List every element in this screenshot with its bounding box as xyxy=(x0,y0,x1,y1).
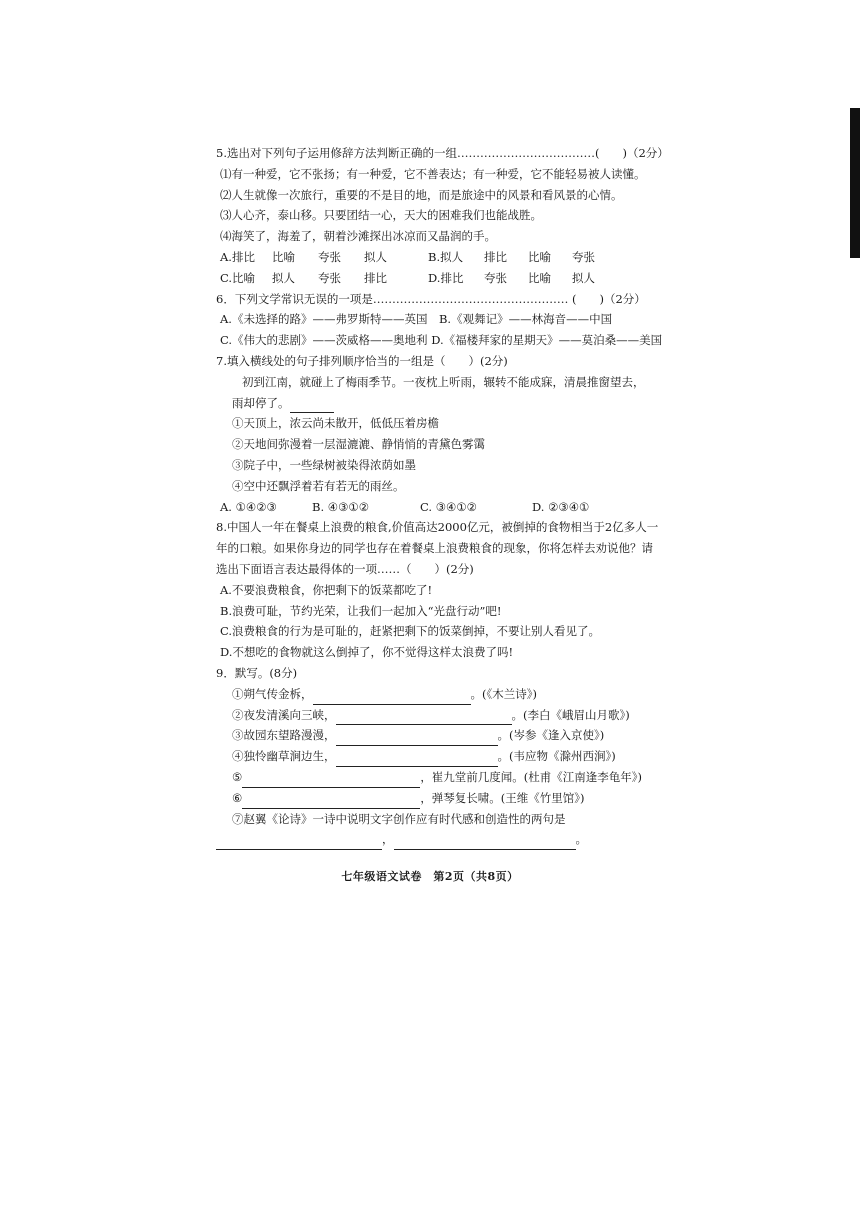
q7-sentence-3: ③院子中，一些绿树被染得浓荫如墨 xyxy=(232,457,416,472)
q9-blank-1[interactable] xyxy=(313,690,471,705)
q7-options xyxy=(216,497,696,518)
q9-blank-7a[interactable] xyxy=(216,835,382,850)
q9-item-source: 。(韦应物《滁州西涧》) xyxy=(497,749,616,764)
q9-blank-4[interactable] xyxy=(336,752,498,767)
q5-option-a-item: 比喻 xyxy=(272,249,295,264)
q9-blank-3[interactable] xyxy=(336,731,498,746)
q9-item-7-answer-line xyxy=(216,829,696,850)
q5-sentence-1: ⑴有一种爱，它不张扬；有一种爱，它不善表达；有一种爱，它不能轻易被人读懂。 xyxy=(220,166,646,181)
q7-answer-blank[interactable] xyxy=(290,398,334,413)
q7-sentence-1: ①天顶上，浓云尚未散开，低低压着房檐 xyxy=(232,416,439,431)
q6-stem: 6．下列文学常识无误的一项是…………………………………………… ( )（2分） xyxy=(216,291,646,306)
q5-option-c-item: 拟人 xyxy=(272,270,295,285)
q7-option-b[interactable]: B. ④③①② xyxy=(312,499,370,514)
q5-option-d-item: 拟人 xyxy=(572,270,595,285)
q8-stem-line-1: 8.中国人一年在餐桌上浪费的粮食,价值高达2000亿元，被倒掉的食物相当于2亿多人一 xyxy=(216,520,659,535)
q5-option-a[interactable]: A.排比 xyxy=(220,249,255,264)
q9-blank-7b[interactable] xyxy=(394,835,576,850)
q8-option-b[interactable]: B.浪费可耻，节约光荣，让我们一起加入“光盘行动”吧! xyxy=(220,603,502,618)
page-footer: 七年级语文试卷 第2页（共8页） xyxy=(341,870,519,883)
q7-sentence-2: ②天地间弥漫着一层湿漉漉、静悄悄的青黛色雾霭 xyxy=(232,437,485,452)
q9-item-text: ④独怜幽草涧边生， xyxy=(232,749,336,764)
q9-item-text: ③故园东望路漫漫， xyxy=(232,728,336,743)
q5-option-d-item: 夸张 xyxy=(484,270,507,285)
q7-passage-line-1: 初到江南，就碰上了梅雨季节。一夜枕上听雨，辗转不能成寐，清晨推窗望去， xyxy=(242,374,645,389)
q8-option-a[interactable]: A.不要浪费粮食，你把剩下的饭菜都吃了! xyxy=(220,582,433,597)
q6-options-ab[interactable]: A.《未选择的路》——弗罗斯特——英国 B.《观舞记》——林海音——中国 xyxy=(220,312,613,327)
q9-item-3 xyxy=(216,725,696,746)
q5-option-d[interactable]: D.排比 xyxy=(428,270,464,285)
q9-item-6 xyxy=(216,788,696,809)
q7-option-d[interactable]: D. ②③④① xyxy=(532,499,590,514)
q8-stem-line-3: 选出下面语言表达最得体的一项……（ ）(2分) xyxy=(216,561,474,576)
q5-sentence-2: ⑵人生就像一次旅行，重要的不是目的地，而是旅途中的风景和看风景的心情。 xyxy=(220,187,623,202)
q5-option-c-item: 排比 xyxy=(364,270,387,285)
q9-item-5 xyxy=(216,767,696,788)
q5-option-b-item: 排比 xyxy=(484,249,507,264)
q5-sentence-3: ⑶人心齐，泰山移。只要团结一心，天大的困难我们也能战胜。 xyxy=(220,208,542,223)
q9-stem: 9．默写。(8分) xyxy=(216,665,298,680)
q5-option-b-item: 夸张 xyxy=(572,249,595,264)
q9-item-source: 。(李白《峨眉山月歌》) xyxy=(511,707,630,722)
q5-option-b-item: 比喻 xyxy=(528,249,551,264)
q5-option-b[interactable]: B.拟人 xyxy=(428,249,464,264)
q9-item-7-period: 。 xyxy=(575,832,587,847)
q9-item-source: ，崔九堂前几度闻。(杜甫《江南逢李龟年》) xyxy=(420,769,643,784)
q9-item-text: ⑥ xyxy=(232,790,243,805)
q5-options-row-1 xyxy=(216,247,696,268)
scan-edge-shadow xyxy=(850,108,860,258)
q6-options-cd[interactable]: C.《伟大的悲剧》——茨威格——奥地利 D.《福楼拜家的星期天》——莫泊桑——美国 xyxy=(220,333,663,348)
q9-item-1 xyxy=(216,684,696,705)
q8-option-c[interactable]: C.浪费粮食的行为是可耻的，赶紧把剩下的饭菜倒掉，不要让别人看见了。 xyxy=(220,624,601,639)
exam-content xyxy=(216,143,696,850)
q5-options-row-2 xyxy=(216,268,696,289)
q8-option-d[interactable]: D.不想吃的食物就这么倒掉了，你不觉得这样太浪费了吗! xyxy=(220,645,514,660)
q5-option-c-item: 夸张 xyxy=(318,270,341,285)
q9-item-4 xyxy=(216,746,696,767)
q9-item-2 xyxy=(216,705,696,726)
q9-item-7-comma: ， xyxy=(382,832,394,847)
q9-item-text: ①朔气传金柝， xyxy=(232,686,313,701)
q7-sentence-4: ④空中还飘浮着若有若无的雨丝。 xyxy=(232,478,405,493)
q5-option-d-item: 比喻 xyxy=(528,270,551,285)
q5-option-a-item: 拟人 xyxy=(364,249,387,264)
q9-blank-5[interactable] xyxy=(242,773,420,788)
q9-blank-2[interactable] xyxy=(336,710,512,725)
q9-item-text: ②夜发清溪向三峡， xyxy=(232,707,336,722)
q7-passage-text: 雨却停了。 xyxy=(232,395,290,410)
q5-option-c[interactable]: C.比喻 xyxy=(220,270,256,285)
q7-option-c[interactable]: C. ③④①② xyxy=(420,499,477,514)
q9-item-source: 。(岑参《逢入京使》) xyxy=(497,728,605,743)
q9-blank-6[interactable] xyxy=(242,794,420,809)
q5-stem: 5.选出对下列句子运用修辞方法判断正确的一组………………………………( )（2分） xyxy=(216,146,669,160)
q7-option-a[interactable]: A. ①④②③ xyxy=(220,499,277,514)
q9-item-source: ，弹琴复长啸。(王维《竹里馆》) xyxy=(420,790,585,805)
q9-item-text: ⑤ xyxy=(232,769,243,784)
q5-option-a-item: 夸张 xyxy=(318,249,341,264)
q7-passage-line-2 xyxy=(216,393,696,414)
q8-stem-line-2: 年的口粮。如果你身边的同学也存在着餐桌上浪费粮食的现象，你将怎样去劝说他？请 xyxy=(216,541,653,556)
q5-sentence-4: ⑷海笑了，海羞了，朝着沙滩探出冰凉而又晶润的手。 xyxy=(220,229,496,244)
q9-item-7: ⑦赵翼《论诗》一诗中说明文字创作应有时代感和创造性的两句是 xyxy=(232,811,566,826)
q7-stem: 7.填入横线处的句子排列顺序恰当的一组是（ ）(2分) xyxy=(216,353,508,368)
q9-item-source: 。(《木兰诗》) xyxy=(470,686,537,701)
